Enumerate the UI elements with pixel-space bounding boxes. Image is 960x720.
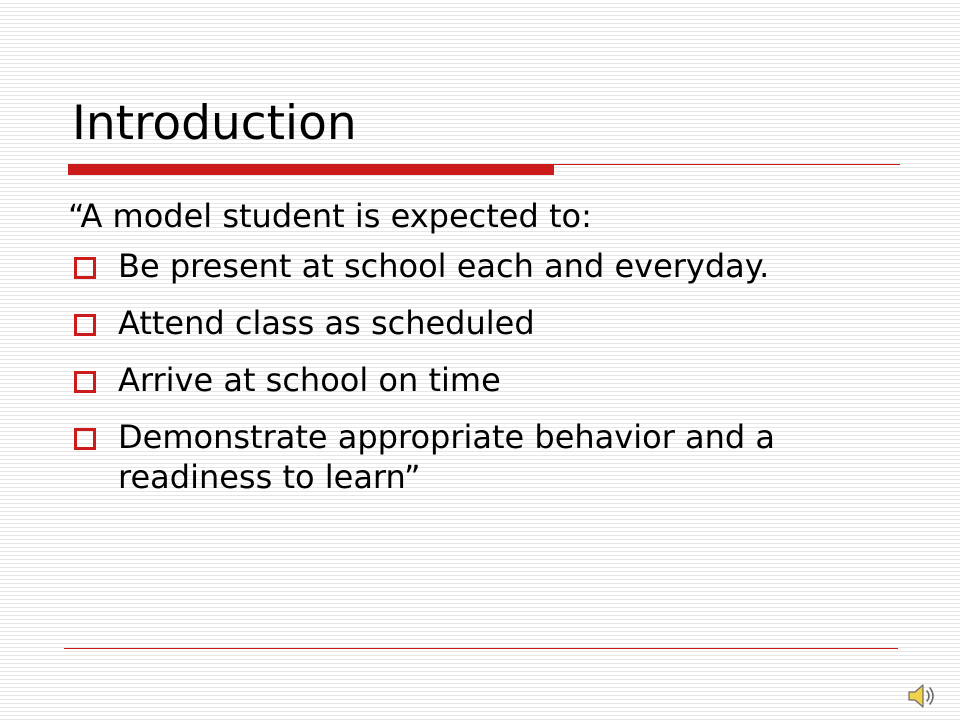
bullet-item — [68, 360, 868, 400]
bottom-divider — [64, 648, 898, 649]
bullet-text: Attend class as scheduled — [118, 304, 535, 342]
bullet-item — [68, 417, 868, 497]
bullet-item — [68, 303, 868, 343]
hollow-square-bullet-icon — [74, 428, 96, 450]
bullet-item — [68, 246, 868, 286]
bullet-text: Be present at school each and everyday. — [118, 247, 770, 285]
speaker-icon[interactable] — [906, 682, 942, 710]
bullet-list — [68, 246, 868, 497]
title-underline-thick — [68, 165, 554, 175]
bullet-text: Demonstrate appropriate behavior and a readiness to learn” — [118, 418, 775, 496]
intro-text: “A model student is expected to: — [68, 197, 592, 235]
hollow-square-bullet-icon — [74, 314, 96, 336]
bullet-text: Arrive at school on time — [118, 361, 501, 399]
slide-title: Introduction — [72, 96, 357, 151]
hollow-square-bullet-icon — [74, 257, 96, 279]
slide-body — [68, 192, 868, 514]
hollow-square-bullet-icon — [74, 371, 96, 393]
